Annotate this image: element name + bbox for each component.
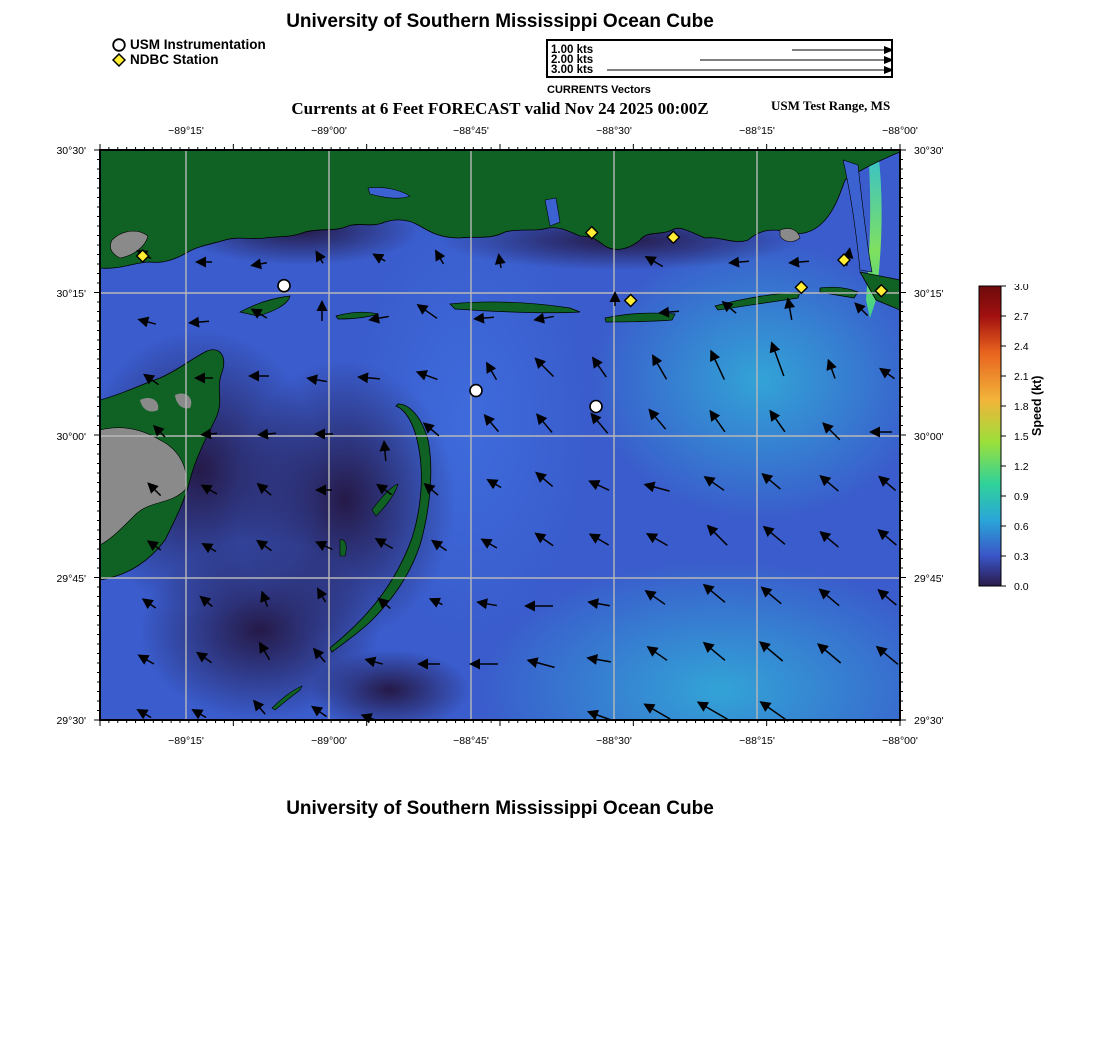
lat-label: 30°30' [56, 145, 86, 157]
legend-ndbc-label: NDBC Station [130, 52, 219, 67]
colorbar-tick-label: 3.0 [1014, 284, 1029, 293]
lat-label: 29°45' [56, 573, 86, 585]
vector-scale-label-2: 2.00 kts [551, 54, 594, 66]
page-title: University of Southern Mississippi Ocean Cube [286, 11, 714, 32]
lat-label: 30°15' [914, 288, 944, 300]
colorbar-tick-label: 0.9 [1014, 491, 1029, 503]
vector-scale-label-3: 3.00 kts [551, 64, 594, 76]
vector-scale-label-1: 1.00 kts [551, 44, 594, 56]
colorbar-tick-label: 0.3 [1014, 551, 1029, 563]
lon-label: −88°30' [596, 125, 632, 137]
legend-usm-label: USM Instrumentation [130, 37, 266, 52]
colorbar-ticks [1001, 284, 1029, 593]
colorbar-gradient [979, 286, 1001, 586]
lon-label: −89°00' [311, 735, 347, 747]
lat-label: 29°30' [914, 715, 944, 727]
lon-label: −88°15' [739, 735, 775, 747]
colorbar-tick-label: 2.7 [1014, 311, 1029, 323]
lon-label: −89°15' [168, 125, 204, 137]
island [340, 540, 346, 556]
colorbar-tick-label: 0.0 [1014, 581, 1029, 593]
slow-current-area [310, 650, 470, 730]
lat-label: 30°00' [56, 431, 86, 443]
lon-label: −89°00' [311, 125, 347, 137]
lon-label: −89°15' [168, 735, 204, 747]
usm-instrument-marker[interactable] [278, 280, 290, 292]
lat-label: 30°30' [914, 145, 944, 157]
lon-label: −88°15' [739, 125, 775, 137]
lat-label: 29°45' [914, 573, 944, 585]
colorbar-tick-label: 1.5 [1014, 431, 1029, 443]
usm-instrument-marker[interactable] [590, 401, 602, 413]
colorbar-tick-label: 2.4 [1014, 341, 1029, 353]
lat-label: 29°30' [56, 715, 86, 727]
forecast-title: Currents at 6 Feet FORECAST valid Nov 24 2025 00:00Z [291, 99, 709, 118]
vector-scale-caption: CURRENTS Vectors [547, 84, 651, 96]
lat-labels-left [56, 145, 86, 727]
colorbar-svg [976, 284, 1040, 594]
usm-instrument-marker[interactable] [470, 385, 482, 397]
lon-label: −88°00' [882, 125, 918, 137]
lon-label: −88°45' [453, 735, 489, 747]
lon-label: −88°30' [596, 735, 632, 747]
footer-title: University of Southern Mississippi Ocean Cube [286, 798, 714, 819]
lat-label: 30°00' [914, 431, 944, 443]
colorbar-label: Speed (kt) [1030, 375, 1044, 436]
lon-labels-top [168, 125, 918, 137]
range-label: USM Test Range, MS [771, 98, 891, 113]
colorbar-tick-label: 1.2 [1014, 461, 1029, 473]
lon-label: −88°00' [882, 735, 918, 747]
colorbar-tick-label: 0.6 [1014, 521, 1029, 533]
lon-label: −88°45' [453, 125, 489, 137]
speed-colorbar [976, 284, 1040, 599]
lat-label: 30°15' [56, 288, 86, 300]
lon-labels-bottom [168, 735, 918, 747]
colorbar-tick-label: 2.1 [1014, 371, 1029, 383]
colorbar-tick-label: 1.8 [1014, 401, 1029, 413]
lat-labels-right [914, 145, 944, 727]
